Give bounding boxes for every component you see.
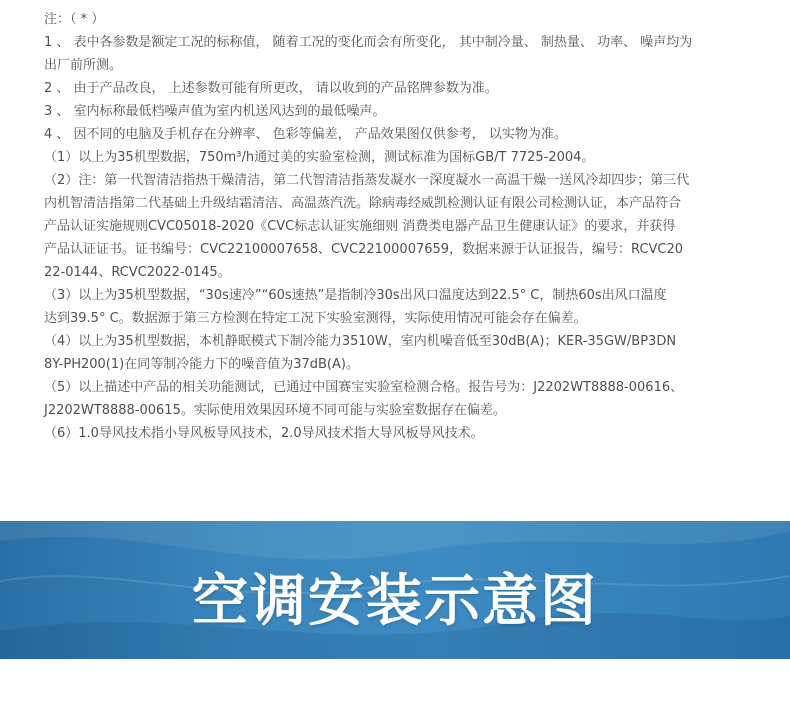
note-line: 1 、 表中各参数是额定工况的标称值， 随着工况的变化而会有所变化， 其中制冷量、 制热量、 功率、 噪声均为 [44,35,693,50]
note-line: （1）以上为35机型数据，750m³/h通过美的实验室检测，测试标准为国标GB/T 7725-2004。 [44,150,595,165]
note-line: 22-0144、RCVC2022-0145。 [44,265,231,280]
note-line: 注：（ * ） [44,12,105,27]
note-line: 2 、 由于产品改良， 上述参数可能有所更改， 请以收到的产品铭牌参数为准。 [44,81,498,96]
note-line: （2）注：第一代智清洁指热干燥清洁，第二代智清洁指蒸发凝水一深度凝水一高温干燥一送风冷却四步；第三代 [44,173,690,188]
note-line: J2202WT8888-00615。实际使用效果因环境不同可能与实验室数据存在偏差。 [44,403,506,418]
note-line: 达到39.5° C。数据源于第三方检测在特定工况下实验室测得，实际使用情况可能会存在偏差。 [44,311,587,326]
note-line: （6）1.0导风技术指小导风板导风技术，2.0导风技术指大导风板导风技术。 [44,426,484,441]
banner-title: 空调安装示意图 [192,569,598,634]
note-line: 3 、 室内标称最低档噪声值为室内机送风达到的最低噪声。 [44,104,386,119]
note-line: （5）以上描述中产品的相关功能测试，已通过中国赛宝实验室检测合格。报告号为：J2202WT8888-00616、 [44,380,684,395]
note-line: 产品认证实施规则CVC05018-2020《CVC标志认证实施细则 消费类电器产品卫生健康认证》的要求，并获得 [44,219,676,234]
note-line: （3）以上为35机型数据，“30s速冷”“60s速热”是指制冷30s出风口温度达到22.5° C，制热60s出风口温度 [44,288,667,303]
note-line: 8Y-PH200(1)在同等制冷能力下的噪音值为37dB(A)。 [44,357,359,372]
note-line: 出厂前所测。 [44,58,123,73]
note-line: 产品认证证书。证书编号：CVC22100007658、CVC22100007659，数据来源于认证报告，编号：RCVC20 [44,242,684,257]
section-banner [0,521,790,659]
note-line: （4）以上为35机型数据，本机静眠模式下制冷能力3510W，室内机噪音低至30dB(A)；KER-35GW/BP3DN [44,334,677,349]
note-line: 4 、 因不同的电脑及手机存在分辨率、 色彩等偏差， 产品效果图仅供参考， 以实物为准。 [44,127,567,142]
notes-section [44,8,756,445]
note-line: 内机智清洁指第二代基础上升级结霜清洁、高温蒸汽洗。除病毒经威凯检测认证有限公司检测认证，本产品符合 [44,196,682,211]
